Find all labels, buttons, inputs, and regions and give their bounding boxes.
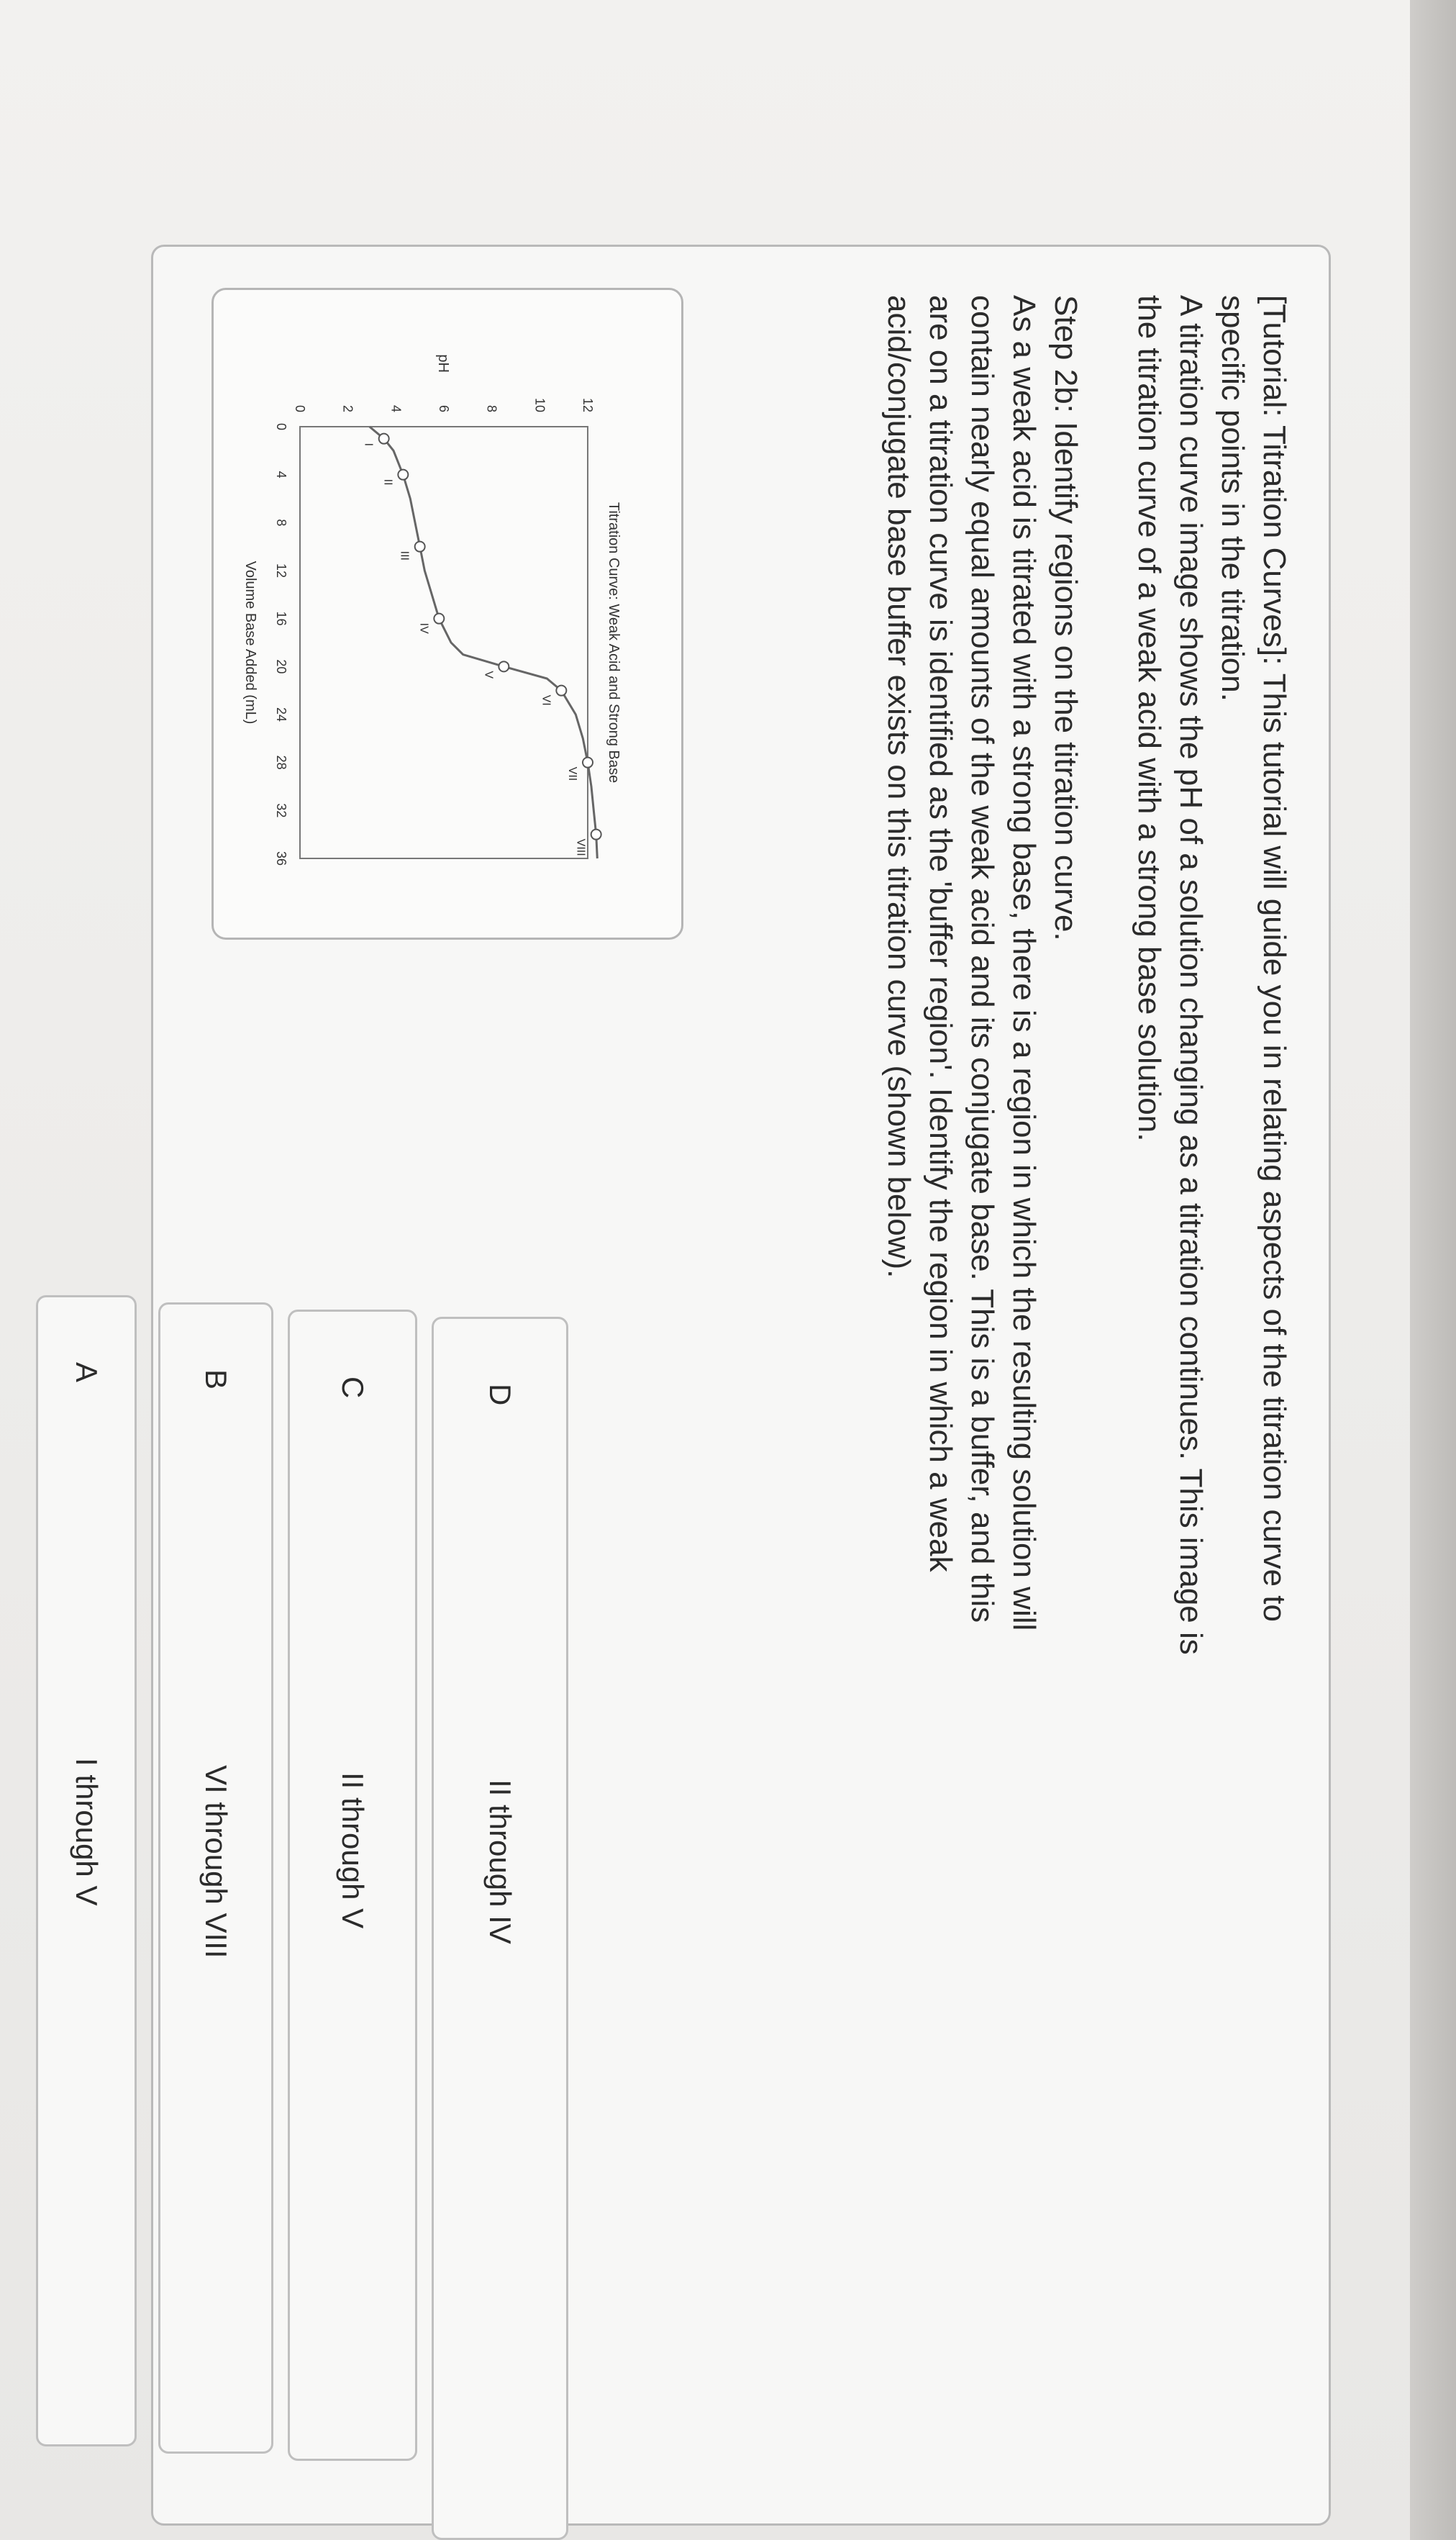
option-a-letter: A: [70, 1362, 104, 1383]
x-tick-label: 28: [274, 755, 288, 770]
x-tick-label: 12: [274, 563, 288, 579]
point-label: VI: [540, 694, 552, 706]
plot-frame: [300, 427, 588, 858]
x-tick-label: 16: [274, 611, 288, 626]
point-marker: [379, 434, 389, 444]
option-a[interactable]: [36, 1295, 137, 2446]
y-tick-label: 6: [437, 404, 451, 412]
option-a-text: I through V: [70, 1758, 104, 1906]
x-tick-label: 20: [274, 659, 288, 674]
option-d-text: II through IV: [483, 1779, 517, 1944]
x-tick-label: 0: [274, 422, 288, 431]
step-title: Step 2b: Identify regions on the titration curve.: [1048, 295, 1083, 941]
step-body: As a weak acid is titrated with a strong base, there is a region in which the resulting solution will contain nearly equal amounts of the weak acid and its conjugate base. This is a buffer, and this are on a titration curve is identified as the 'buffer region'. Identify the region in which a weak acid/conjugate base buffer exists on this titration curve (shown below).: [881, 295, 1042, 1631]
y-tick-label: 12: [581, 397, 595, 412]
option-b-letter: B: [199, 1369, 233, 1390]
x-tick-label: 32: [274, 803, 288, 818]
tutorial-intro: [Tutorial: Titration Curves]: This tutorial will guide you in relating aspects of the titration curve to specific points in the titration.: [1215, 295, 1292, 1622]
chart-title: Titration Curve: Weak Acid and Strong Base: [606, 502, 622, 784]
option-d[interactable]: [432, 1317, 568, 2540]
option-b[interactable]: [158, 1302, 273, 2454]
point-marker: [556, 686, 566, 696]
point-label: IV: [417, 622, 430, 634]
monitor-bezel: [1410, 0, 1456, 2540]
point-marker: [499, 661, 509, 671]
option-d-letter: D: [483, 1384, 517, 1406]
point-marker: [434, 614, 444, 624]
point-marker: [591, 830, 601, 840]
y-tick-label: 4: [388, 404, 404, 412]
x-tick-label: 4: [274, 471, 288, 478]
option-c-text: II through V: [336, 1772, 370, 1929]
y-axis-label: pH: [435, 354, 451, 373]
point-label: II: [381, 478, 394, 486]
option-c-letter: C: [336, 1376, 370, 1399]
tutorial-description: A titration curve image shows the pH of a solution changing as a titration continues. This image is the titration curve of a weak acid with a strong base solution.: [1132, 295, 1209, 1655]
titration-chart-card: [211, 288, 683, 940]
tutorial-text: [878, 295, 1295, 1662]
point-label: VIII: [574, 838, 587, 856]
y-tick-label: 10: [532, 397, 547, 412]
point-label: I: [362, 443, 375, 447]
option-c[interactable]: [288, 1310, 417, 2461]
point-label: V: [482, 671, 495, 679]
ph-curve: [370, 427, 598, 858]
y-tick-label: 8: [484, 404, 499, 412]
point-marker: [398, 470, 408, 480]
option-b-text: VI through VIII: [199, 1765, 233, 1959]
y-tick-label: 2: [340, 404, 355, 412]
x-tick-label: 8: [274, 519, 288, 527]
point-marker: [583, 758, 593, 768]
point-label: VII: [566, 766, 578, 781]
x-axis-label: Volume Base Added (mL): [242, 561, 258, 725]
x-tick-label: 24: [274, 707, 288, 722]
y-tick-label: 0: [293, 404, 307, 412]
point-label: III: [398, 550, 411, 561]
titration-chart: [214, 290, 681, 938]
x-tick-label: 36: [274, 851, 288, 866]
point-marker: [415, 542, 425, 552]
